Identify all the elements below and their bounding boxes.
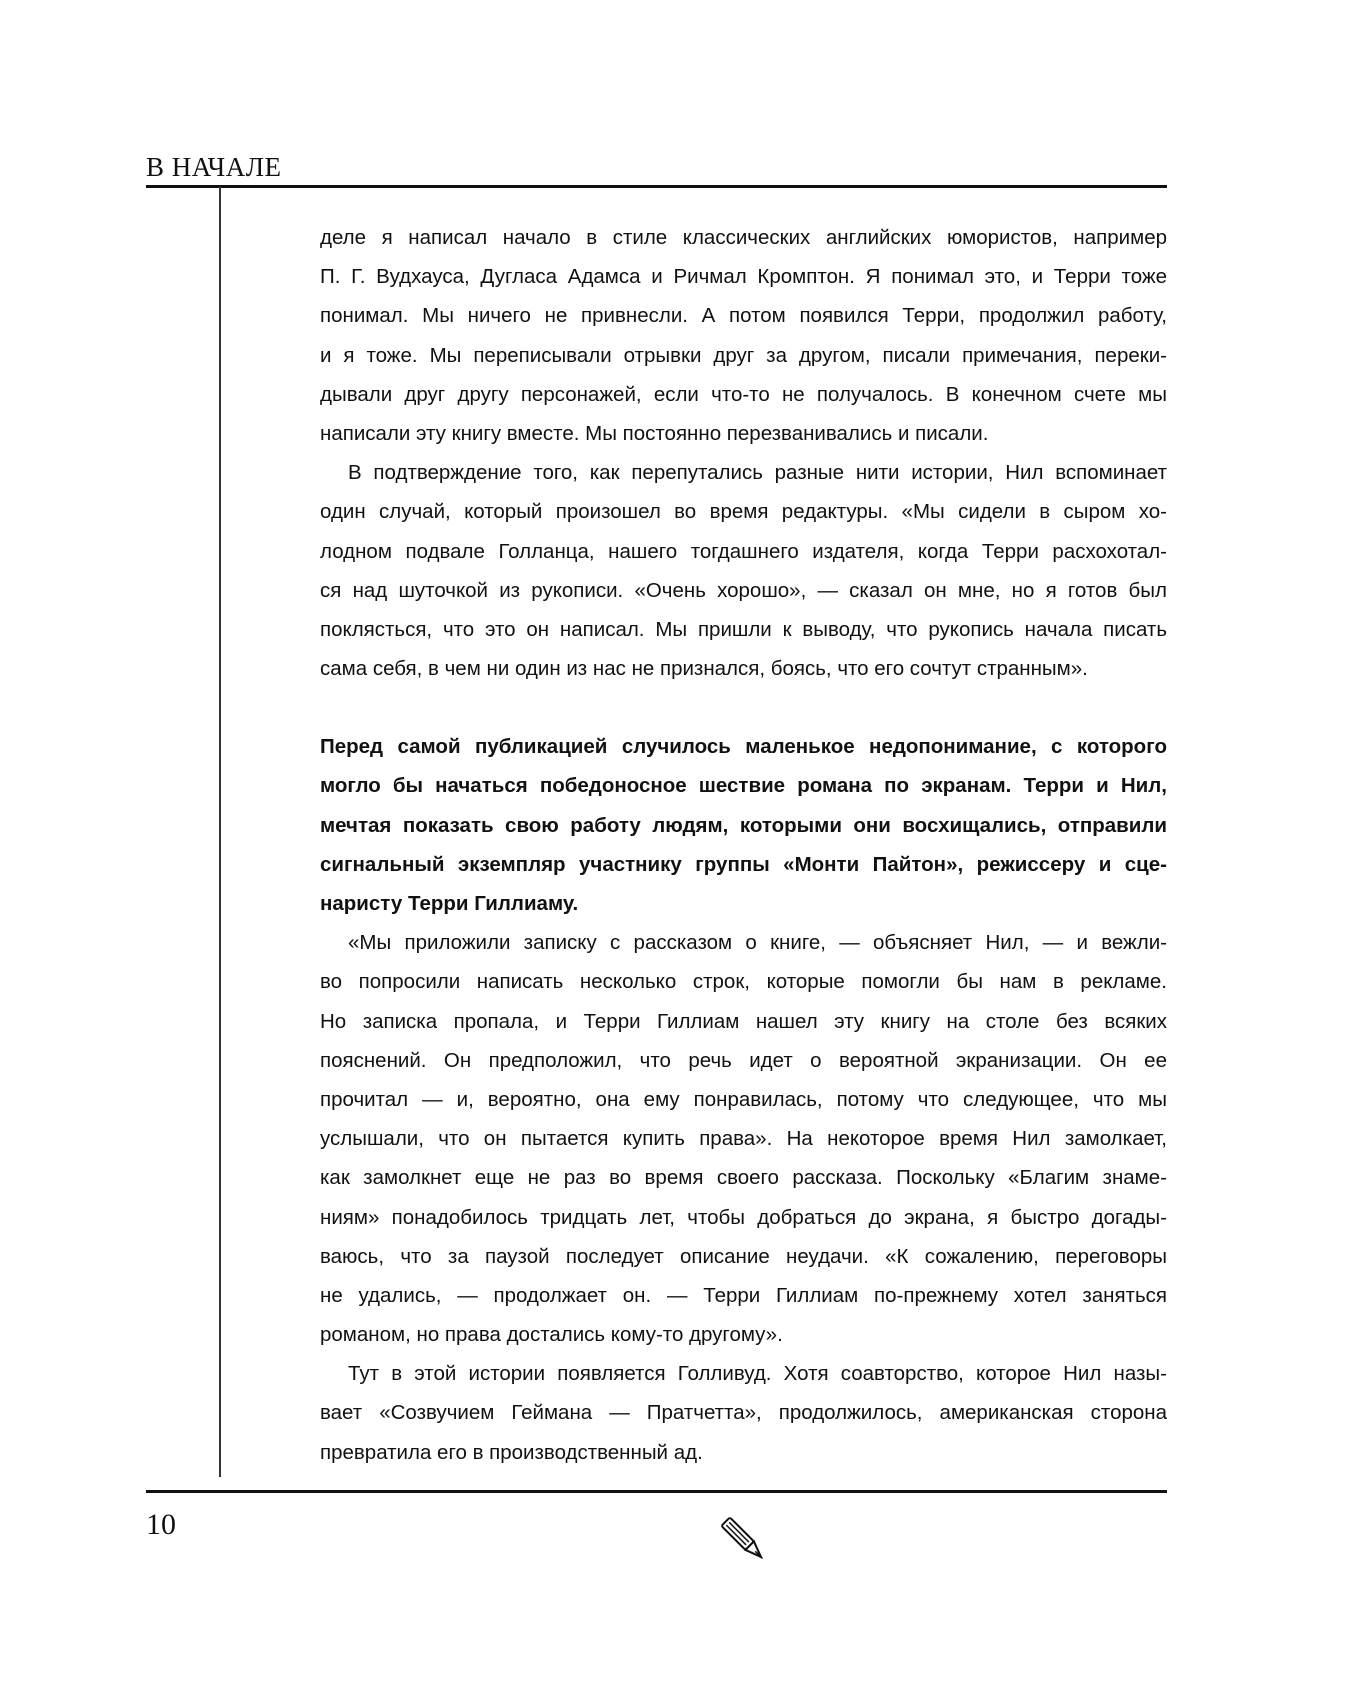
text-line: могло бы начаться победоносное шествие романа по экранам. Терри и Нил, (320, 774, 1167, 798)
text-line: и я тоже. Мы переписывали отрывки друг за другом, писали примечания, переки- (320, 343, 1167, 367)
header-rule (146, 185, 1167, 188)
text-line: Тут в этой истории появляется Голливуд. Хотя соавторство, которое Нил назы- (348, 1362, 1167, 1386)
text-line: Перед самой публикацией случилось маленькое недопонимание, с которого (320, 735, 1167, 759)
text-line: лодном подвале Голланца, нашего тогдашнего издателя, когда Терри расхохотал- (320, 539, 1167, 563)
text-line: ваюсь, что за паузой последует описание неудачи. «К сожалению, переговоры (320, 1244, 1167, 1268)
text-line: ниям» понадобилось тридцать лет, чтобы добраться до экрана, я быстро догады- (320, 1205, 1167, 1229)
text-line: мечтая показать свою работу людям, которыми они восхищались, отправили (320, 813, 1167, 837)
pen-icon (716, 1512, 772, 1568)
paragraph-gap (320, 688, 1167, 727)
text-line: сама себя, в чем ни один из нас не признался, боясь, что его сочтут странным». (320, 657, 1088, 681)
text-line: дывали друг другу персонажей, если что-то не получалось. В конечном счете мы (320, 382, 1167, 406)
text-line: романом, но права достались кому-то другому». (320, 1323, 783, 1347)
text-line: один случай, который произошел во время редактуры. «Мы сидели в сыром хо- (320, 500, 1167, 524)
paragraph (320, 218, 1167, 453)
text-line: Но записка пропала, и Терри Гиллиам нашел эту книгу на столе без всяких (320, 1009, 1167, 1033)
text-line: прочитал — и, вероятно, она ему понравилась, потому что следующее, что мы (320, 1087, 1167, 1111)
margin-rule (219, 187, 221, 1477)
paragraph (320, 1354, 1167, 1472)
lead-paragraph (320, 727, 1167, 923)
page-number: 10 (146, 1508, 176, 1541)
text-line: В подтверждение того, как перепутались разные нити истории, Нил вспоминает (348, 461, 1167, 485)
text-line: ся над шуточкой из рукописи. «Очень хорошо», — сказал он мне, но я готов был (320, 578, 1167, 602)
text-line: поклясться, что это он написал. Мы пришли к выводу, что рукопись начала писать (320, 617, 1167, 641)
text-line: не удались, — продолжает он. — Терри Гиллиам по-прежнему хотел заняться (320, 1283, 1167, 1307)
running-head: В НАЧАЛЕ (146, 152, 282, 182)
text-line: пояснений. Он предположил, что речь идет о вероятной экранизации. Он ее (320, 1048, 1167, 1072)
footer-rule (146, 1490, 1167, 1493)
text-line: П. Г. Вудхауса, Дугласа Адамса и Ричмал Кромптон. Я понимал это, и Терри тоже (320, 265, 1167, 289)
text-line: превратила его в производственный ад. (320, 1440, 703, 1464)
text-line: во попросили написать несколько строк, которые помогли бы нам в рекламе. (320, 970, 1167, 994)
paragraph (320, 453, 1167, 688)
text-line: деле я написал начало в стиле классических английских юмористов, например (320, 226, 1167, 249)
text-line: написали эту книгу вместе. Мы постоянно перезванивались и писали. (320, 421, 989, 445)
text-line: понимал. Мы ничего не привнесли. А потом появился Терри, продолжил работу, (320, 304, 1167, 328)
text-line: наристу Терри Гиллиаму. (320, 892, 579, 915)
text-line: как замолкнет еще не раз во время своего рассказа. Поскольку «Благим знаме- (320, 1166, 1167, 1190)
body-text (320, 218, 1167, 1472)
text-line: сигнальный экземпляр участнику группы «Монти Пайтон», режиссеру и сце- (320, 852, 1167, 876)
text-line: «Мы приложили записку с рассказом о книге, — объясняет Нил, — и вежли- (348, 931, 1167, 955)
text-line: услышали, что он пытается купить права». На некоторое время Нил замолкает, (320, 1127, 1167, 1151)
text-line: вает «Созвучием Геймана — Пратчетта», продолжилось, американская сторона (320, 1401, 1167, 1425)
paragraph (320, 923, 1167, 1354)
